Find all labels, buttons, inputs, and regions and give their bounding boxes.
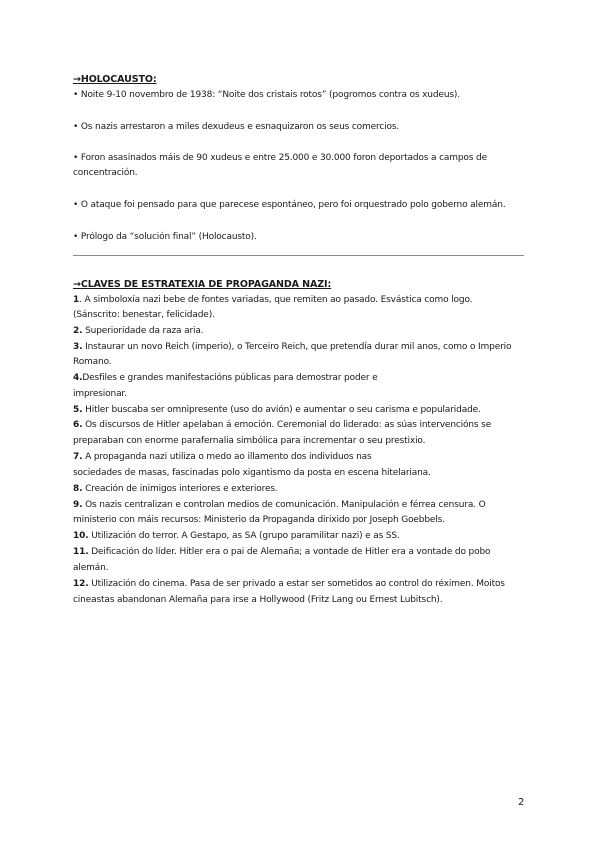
clave-item-9-cont: ministerio con máis recursos: Ministerio da Propaganda dirixido por Joseph Goebbels. (73, 515, 445, 525)
clave-number: 4. (73, 373, 83, 383)
clave-item-12-cont: cineastas abandonan Alemaña para irse a Hollywood (Fritz Lang ou Ernest Lubitsch). (73, 595, 443, 605)
clave-item-4-cont: impresionar. (73, 389, 127, 399)
clave-item-6 (73, 418, 528, 434)
clave-number: 10. (73, 531, 89, 541)
clave-item-11 (73, 545, 528, 561)
clave-item-3 (73, 340, 528, 356)
clave-item-12 (73, 577, 528, 593)
clave-number: 9. (73, 500, 83, 510)
clave-item-2 (73, 324, 528, 340)
clave-number: 6. (73, 420, 83, 430)
clave-number: 12. (73, 579, 89, 589)
clave-number: 7. (73, 452, 83, 462)
clave-number: 3. (73, 342, 83, 352)
clave-item-11-cont: alemán. (73, 563, 109, 573)
clave-text: A propaganda nazi utiliza o medo ao illamento dos individuos nas (82, 452, 372, 462)
clave-item-5 (73, 403, 528, 419)
holocausto-bullet-1: • Noite 9-10 novembro de 1938: “Noite dos cristais rotos” (pogromos contra os xudeus). (73, 90, 460, 100)
page-number: 2 (518, 797, 525, 808)
clave-number: 11. (73, 547, 89, 557)
section-divider (73, 255, 524, 256)
clave-item-1 (73, 293, 528, 309)
holocausto-heading: →HOLOCAUSTO: (73, 74, 157, 85)
clave-number: 1 (73, 295, 80, 305)
clave-text: Utilización do terror. A Gestapo, as SA (grupo paramilitar nazi) e as SS. (88, 531, 400, 541)
clave-item-6-cont: preparaban con enorme parafernalia simbólica para incrementar o seu prestixio. (73, 436, 426, 446)
clave-item-10 (73, 529, 528, 545)
holocausto-bullet-4: • O ataque foi pensado para que parecese espontáneo, pero foi orquestrado polo goberno alemán. (73, 200, 506, 210)
holocausto-bullet-5: • Prólogo da “solución final” (Holocausto). (73, 232, 257, 242)
holocausto-bullet-3: • Foron asasinados máis de 90 xudeus e entre 25.000 e 30.000 foron deportados a campos de (73, 153, 487, 163)
clave-text: Os discursos de Hitler apelaban á emoción. Ceremonial do liderado: as súas intervencións se (82, 420, 492, 430)
clave-item-4 (73, 371, 528, 387)
clave-text: Deificación do líder. Hitler era o pai de Alemaña; a vontade de Hitler era a vontade do pobo (88, 547, 491, 557)
clave-text: Desfiles e grandes manifestacións públicas para demostrar poder e (82, 373, 378, 383)
holocausto-bullet-2: • Os nazis arrestaron a miles dexudeus e esnaquizaron os seus comercios. (73, 122, 400, 132)
clave-text: Superioridade da raza aria. (82, 326, 204, 336)
clave-item-9 (73, 498, 528, 514)
holocausto-bullet-3-cont: concentración. (73, 168, 138, 178)
clave-item-7 (73, 450, 528, 466)
clave-text: Instaurar un novo Reich (imperio), o Terceiro Reich, que pretendía durar mil anos, como o Imperio (82, 342, 512, 352)
claves-heading: →CLAVES DE ESTRATEXIA DE PROPAGANDA NAZI: (73, 279, 332, 290)
clave-text: Hitler buscaba ser omnipresente (uso do avión) e aumentar o seu carisma e popularidade. (82, 405, 481, 415)
clave-item-1-cont: (Sánscrito: benestar, felicidade). (73, 310, 215, 320)
clave-number: 5. (73, 405, 83, 415)
clave-text: . A simboloxía nazi bebe de fontes variadas, que remiten ao pasado. Esvástica como logo. (79, 295, 473, 305)
clave-number: 2. (73, 326, 83, 336)
clave-item-8 (73, 482, 528, 498)
clave-text: Creación de inimigos interiores e exteriores. (82, 484, 278, 494)
clave-number: 8. (73, 484, 83, 494)
clave-text: Utilización do cinema. Pasa de ser privado a estar ser sometidos ao control do réximen. Moitos (88, 579, 505, 589)
clave-item-7-cont: sociedades de masas, fascinadas polo xigantismo da posta en escena hitelariana. (73, 468, 431, 478)
clave-text: Os nazis centralizan e controlan medios de comunicación. Manipulación e férrea censura. O (82, 500, 486, 510)
clave-item-3-cont: Romano. (73, 357, 112, 367)
